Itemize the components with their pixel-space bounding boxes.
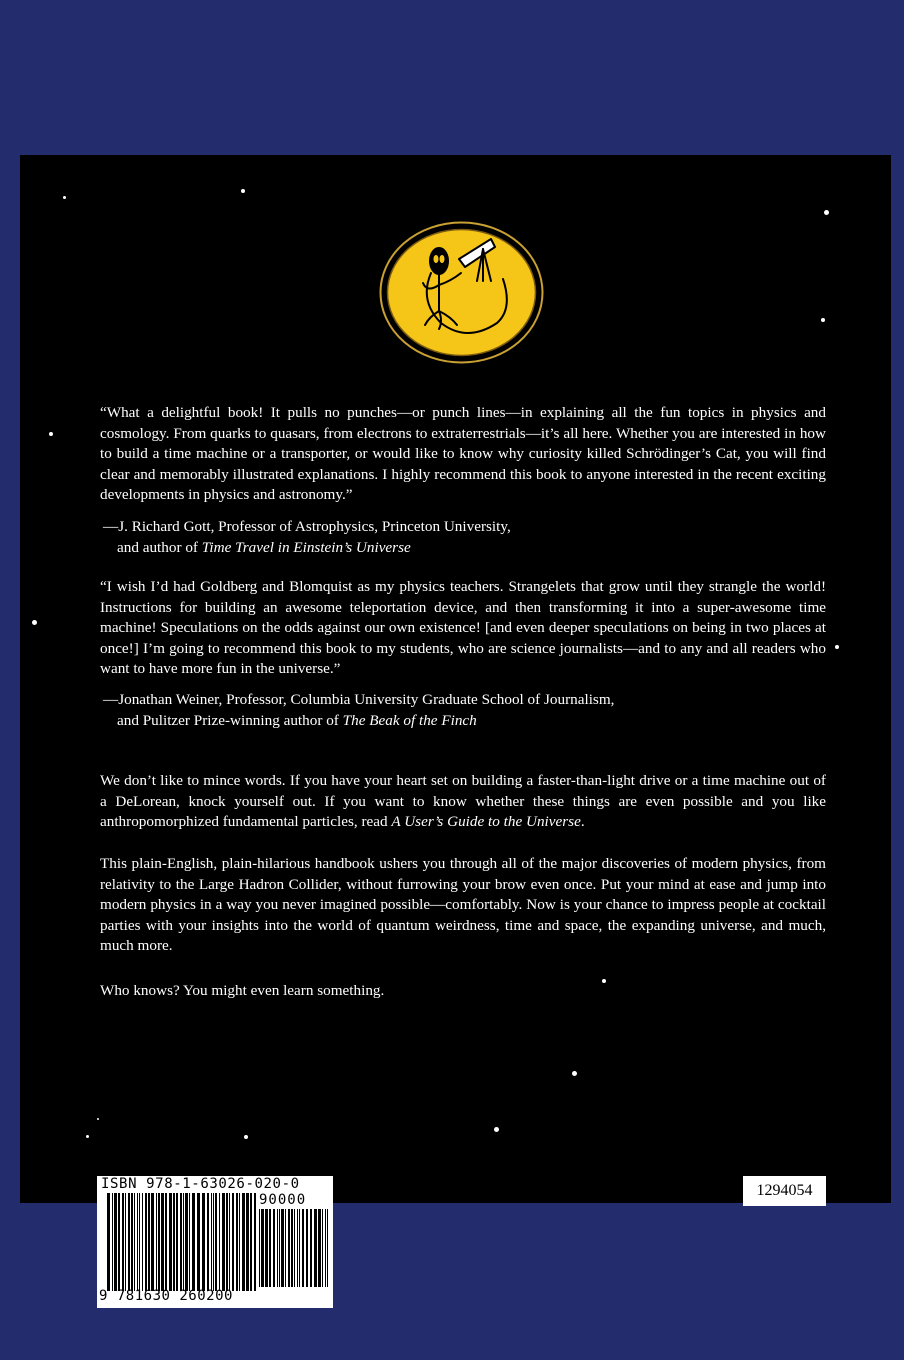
barcode-bars [107,1193,257,1291]
star-icon [572,1071,577,1076]
barcode-bar [242,1193,245,1291]
barcode-bar [222,1193,225,1291]
barcode-bar [211,1193,212,1291]
blurb-quote-1: “What a delightful book! It pulls no punches—or punch lines—in explaining all the fun topics in physics and cosmology. From quarks to quasars, from electrons to extraterrestrials—it’s all here. Whether you are interested in how to build a time machine or a transporter, or would like to know why curiosity killed Schrödinger’s Cat, you will find clear and memorably illustrated explanations. I highly recommend this book to anyone interested in the recent exciting developments in physics and astronomy.” [100,404,826,504]
barcode-bar [197,1193,200,1291]
barcode-bar [250,1193,252,1291]
blurb-attribution-1: —J. Richard Gott, Professor of Astrophysics, Princeton University, and author of Time Travel in Einstein’s Universe [103,518,511,556]
barcode-bar [185,1193,188,1291]
barcode-bar [134,1193,135,1291]
barcode-bar [183,1193,184,1291]
barcode-bar [215,1193,217,1291]
barcode-bar [137,1193,138,1291]
barcode-bar [246,1193,249,1291]
blurb-quote-2: “I wish I’d had Goldberg and Blomquist as my physics teachers. Strangelets that grow until they strangle the world! Instructions for building an awesome teleportation device, and then transforming it into a super-awesome time machine! Speculations on the odds against our own existence! [and even deeper speculations on being in two places at once!] I’m going to recommend this book to my students, who are science journalists—and to any and all readers who want to have more fun in the universe.” [100,578,826,678]
barcode-bar [118,1193,120,1291]
barcode-bar [310,1209,312,1287]
barcode-bar [161,1193,164,1291]
barcode-bar [261,1209,264,1287]
barcode-bar [156,1193,157,1291]
book-title: Time Travel in Einstein’s Universe [201,538,411,556]
barcode-bar [207,1193,209,1291]
barcode-bar [226,1193,228,1291]
product-code: 1294054 [743,1176,826,1206]
barcode-bar [277,1209,278,1287]
barcode-bar [169,1193,172,1291]
barcode-bar [139,1193,140,1291]
barcode-addon-bars [259,1209,329,1287]
barcode-bar [180,1193,182,1291]
barcode-bar [325,1209,326,1287]
barcode-bar [327,1209,328,1287]
barcode-bar [294,1209,295,1287]
barcode-bar [131,1193,133,1291]
barcode-bar [236,1193,238,1291]
barcode-bar [291,1209,293,1287]
barcode-bar [219,1193,220,1291]
barcode-bar [165,1193,167,1291]
barcode-bar [259,1209,260,1287]
barcode-bar [213,1193,214,1291]
barcode-bar [189,1193,190,1291]
star-icon [241,189,245,193]
barcode-bar [114,1193,117,1291]
barcode-bar [273,1209,275,1287]
barcode-bar [122,1193,124,1291]
barcode-bar [142,1193,143,1291]
barcode-bar [128,1193,130,1291]
barcode-bar [112,1193,113,1291]
barcode-bar [148,1193,150,1291]
star-icon [86,1135,89,1138]
barcode-bar [314,1209,317,1287]
price-code: 90000 [259,1192,307,1208]
star-icon [494,1127,499,1132]
barcode-bar [318,1209,321,1287]
barcode-bar [229,1193,230,1291]
description-paragraph-2: This plain-English, plain-hilarious handbook ushers you through all of the major discoveries of modern physics, from relativity to the Large Hadron Collider, without furrowing your brow even once. Put your mind at ease and jump into modern physics in a way you never imagined possible—comfortably. Now is your chance to impress people at cocktail parties with your insights into the world of quantum weirdness, time and space, the expanding universe, and much, much more. [100,855,826,955]
barcode-bar [302,1209,304,1287]
barcode-bar [173,1193,175,1291]
barcode-bar [265,1209,268,1287]
barcode-bar [288,1209,290,1287]
barcode-bar [176,1193,178,1291]
description-paragraph-3: Who knows? You might even learn something. [100,982,385,999]
barcode-bar [232,1193,234,1291]
star-icon [63,196,66,199]
star-icon [97,1118,99,1120]
barcode-bar [285,1209,286,1287]
barcode-bar [279,1209,280,1287]
barcode-bar [297,1209,298,1287]
star-icon [824,210,829,215]
ean-digits: 9 781630 260200 [99,1288,233,1304]
barcode-bar [306,1209,308,1287]
barcode-bar [192,1193,195,1291]
barcode-bar [125,1193,126,1291]
barcode-bar [151,1193,154,1291]
isbn-label: ISBN 978-1-63026-020-0 [101,1176,300,1192]
barcode-bar [239,1193,240,1291]
blurb-attribution-2: —Jonathan Weiner, Professor, Columbia University Graduate School of Journalism, and Pulitzer Prize-winning author of The Beak of the Finch [103,691,615,729]
barcode-bar [254,1193,256,1291]
star-icon [49,432,53,436]
star-icon [835,645,839,649]
barcode-bar [202,1193,205,1291]
description-paragraph-1: We don’t like to mince words. If you have your heart set on building a faster-than-light drive or a time machine out of a DeLorean, knock yourself out. If you want to know whether these things are even possible and you like anthropomorphized fundamental particles, read A User’s Guide to the Universe. [100,772,826,831]
book-title: A User’s Guide to the Universe [391,813,581,831]
barcode-bar [158,1193,160,1291]
star-icon [32,620,37,625]
barcode-bar [269,1209,271,1287]
isbn-barcode [97,1176,333,1308]
barcode-bar [281,1209,284,1287]
star-icon [821,318,825,322]
star-icon [244,1135,248,1139]
barcode-bar [299,1209,300,1287]
barcode-bar [145,1193,147,1291]
book-title: The Beak of the Finch [342,711,477,729]
publisher-emblem [379,221,544,364]
barcode-bar [107,1193,110,1291]
barcode-bar [322,1209,323,1287]
